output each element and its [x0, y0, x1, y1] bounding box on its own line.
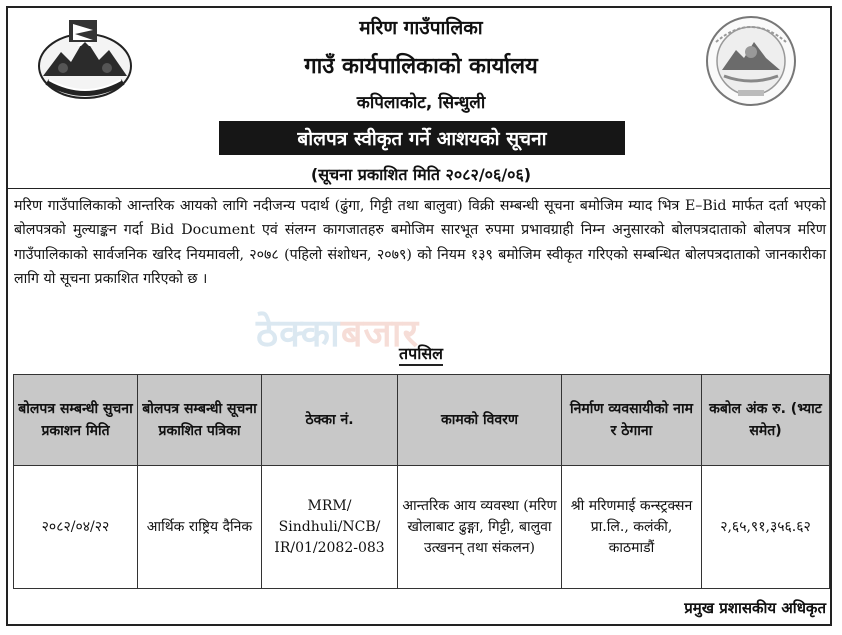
header-description: कामको विवरण: [398, 375, 562, 466]
published-date: (सूचना प्रकाशित मिति २०८२/०६/०६): [310, 165, 532, 184]
header-amount: कबोल अंक रु. (भ्याट समेत): [702, 375, 830, 466]
cell-contractor: श्री मरिणमाई कन्स्ट्रक्सन प्रा.लि., कलंकी, काठमाडौं: [562, 466, 702, 589]
table-header-row: [14, 375, 830, 466]
details-table: [13, 374, 830, 589]
office-name: गाउँ कार्यपालिकाको कार्यालय: [304, 54, 538, 79]
header-notice-date: बोलपत्र सम्बन्धी सुचना प्रकाशन मिति: [14, 375, 138, 466]
watermark-part-2: बजार: [340, 311, 420, 355]
cell-contract-no: MRM/ Sindhuli/NCB/ IR/01/2082-083: [262, 466, 398, 589]
cell-newspaper: आर्थिक राष्ट्रिय दैनिक: [138, 466, 262, 589]
header-contract-no: ठेक्का नं.: [262, 375, 398, 466]
table-row: [14, 466, 830, 589]
notice-title: बोलपत्र स्वीकृत गर्ने आशयको सूचना: [219, 121, 625, 155]
notice-paragraph: मरिण गाउँपालिकाको आन्तरिक आयको लागि नदीजन्य पदार्थ (ढुंगा, गिट्टी तथा बालुवा) विक्री सम्बन्धी सूचना बमोजिम म्याद भित्र E–Bid मार्फत दर्ता भएको बोलपत्रको मुल्याङ्कन गर्दा Bid Document एवं संलग्न कागजातहरु बमोजिम सारभूत रुपमा प्रभावग्राही निम्न अनुसारको बोलपत्रदाताको बोलपत्र मरिण गाउँपालिकाको सार्वजनिक खरिद नियमावली, २०७८ (पहिलो संशोधन, २०७९) को नियम १३९ बमोजिम स्वीकृत गरिएको सम्बन्धित बोलपत्रदाताको जानकारीका लागि यो सूचना प्रकाशित गरिएको छ ।: [14, 198, 826, 288]
cell-date: २०८२/०४/२२: [14, 466, 138, 589]
header-newspaper: बोलपत्र सम्बन्धी सूचना प्रकाशित पत्रिका: [138, 375, 262, 466]
divider: [8, 188, 830, 189]
details-heading: [0, 342, 842, 364]
details-heading-text: तपसिल: [399, 344, 443, 366]
office-location: कपिलाकोट, सिन्धुली: [356, 93, 486, 113]
header-contractor: निर्माण व्यवसायीको नाम र ठेगाना: [562, 375, 702, 466]
watermark-part-1: ठेक्का: [256, 311, 341, 355]
signature: प्रमुख प्रशासकीय अधिकृत: [684, 599, 826, 617]
municipality-name: मरिण गाउँपालिका: [359, 17, 483, 39]
cell-description: आन्तरिक आय व्यवस्था (मरिण खोलाबाट ढुङ्गा, गिट्टी, बालुवा उत्खनन् तथा संकलन): [398, 466, 562, 589]
cell-amount: २,६५,९१,३५६.६२: [702, 466, 830, 589]
